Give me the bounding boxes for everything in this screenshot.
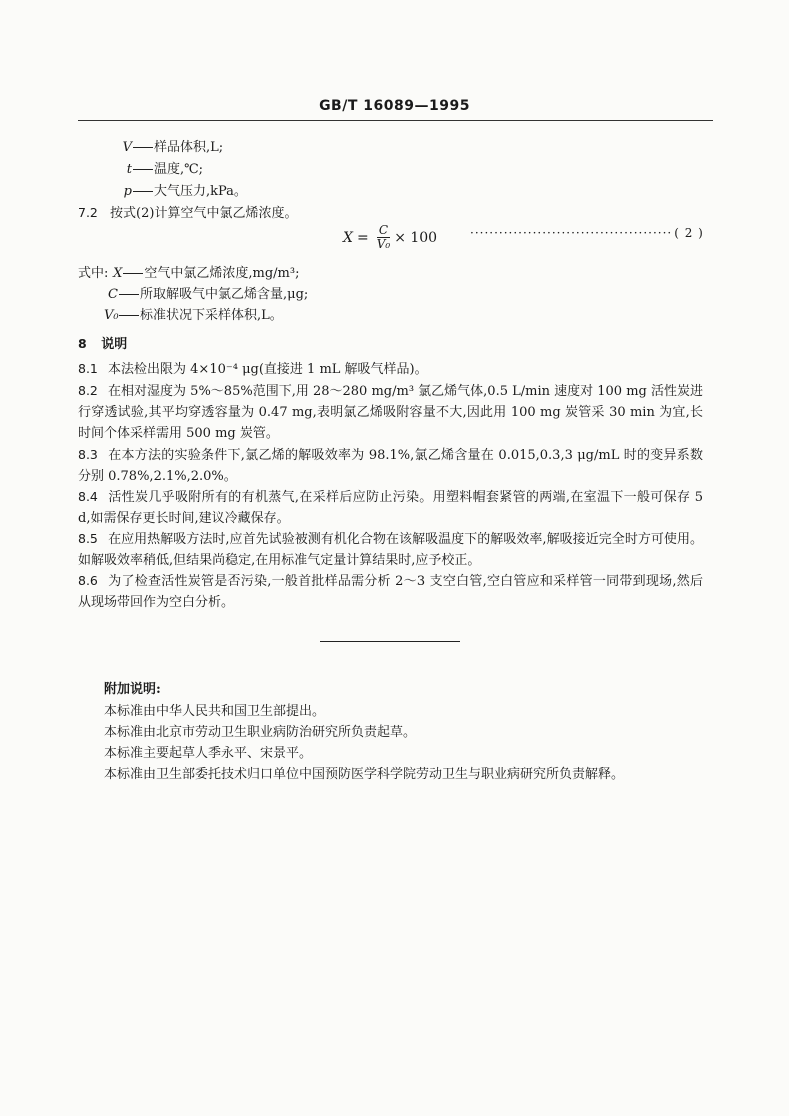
variable-symbol: X	[113, 266, 123, 281]
item-text: 为了检查活性炭管是否污染,一般首批样品需分析 2～3 支空白管,空白管应和采样管一同带到现场,然后从现场带回作为空白分析。	[78, 574, 703, 610]
where-prefix: 式中:	[78, 266, 109, 281]
item-8-1	[78, 358, 703, 380]
variable-desc: 空气中氯乙烯浓度,mg/m³;	[144, 266, 300, 281]
item-8-6	[78, 570, 703, 613]
formula-multiplier: × 100	[394, 229, 438, 246]
variable-symbol: V₀	[104, 308, 119, 323]
section-number: 8	[78, 336, 87, 351]
section-text: 按式(2)计算空气中氯乙烯浓度。	[110, 206, 298, 221]
formula-number: ( 2 )	[674, 226, 704, 240]
variable-desc: 标准状况下采样体积,L。	[140, 308, 283, 323]
appendix-line: 本标准由北京市劳动卫生职业病防治研究所负责起草。	[104, 725, 417, 740]
variable-definition	[118, 136, 223, 155]
item-text: 活性炭几乎吸附所有的有机蒸气,在采样后应防止污染。用塑料帽套紧管的两端,在室温下一般可保存 5 d,如需保存更长时间,建议冷藏保存。	[78, 490, 703, 526]
dash	[123, 273, 143, 274]
variable-desc: 温度,℃;	[154, 162, 204, 177]
item-8-2	[78, 380, 703, 444]
formula-denominator: V₀	[376, 237, 391, 251]
variable-desc: 样品体积,L;	[154, 140, 224, 155]
section-7-2	[78, 202, 297, 221]
item-8-4	[78, 486, 703, 529]
variable-definition	[104, 304, 283, 323]
formula-dots: ··········································	[470, 226, 673, 240]
formula-fraction	[377, 224, 390, 251]
header-rule	[78, 120, 713, 121]
item-text: 在应用热解吸方法时,应首先试验被测有机化合物在该解吸温度下的解吸效率,解吸接近完全时方可使用。如解吸效率稍低,但结果尚稳定,在用标准气定量计算结果时,应予校正。	[78, 532, 703, 568]
section-title: 说明	[101, 337, 128, 352]
variable-desc: 所取解吸气中氯乙烯含量,μg;	[140, 287, 309, 302]
item-text: 本法检出限为 4×10⁻⁴ μg(直接进 1 mL 解吸气样品)。	[108, 362, 428, 377]
variable-symbol: C	[108, 287, 118, 302]
variable-definition	[78, 262, 299, 281]
variable-definition	[118, 158, 203, 177]
dash	[133, 147, 153, 148]
dash	[133, 191, 153, 192]
item-8-5	[78, 528, 703, 571]
appendix-line: 本标准主要起草人季永平、宋景平。	[104, 746, 313, 761]
appendix-line: 本标准由中华人民共和国卫生部提出。	[104, 704, 326, 719]
variable-definition	[118, 180, 247, 199]
item-number: 8.6	[78, 573, 98, 588]
variable-symbol: V	[122, 140, 132, 155]
appendix-line: 本标准由卫生部委托技术归口单位中国预防医学科学院劳动卫生与职业病研究所负责解释。	[104, 767, 625, 782]
variable-symbol: p	[123, 184, 132, 199]
dash	[119, 294, 139, 295]
variable-symbol: t	[126, 162, 132, 177]
item-number: 8.2	[78, 383, 98, 398]
variable-definition	[104, 283, 308, 302]
formula-numerator: C	[378, 223, 389, 237]
item-number: 8.5	[78, 531, 98, 546]
formula-equals: =	[356, 229, 369, 246]
formula-lhs: X	[343, 229, 353, 246]
formula	[343, 224, 437, 251]
item-number: 8.1	[78, 361, 98, 376]
variable-desc: 大气压力,kPa。	[154, 184, 247, 199]
section-8-heading	[78, 333, 127, 352]
item-8-3	[78, 444, 703, 487]
item-text: 在本方法的实验条件下,氯乙烯的解吸效率为 98.1%,氯乙烯含量在 0.015,0.3,3 μg/mL 时的变异系数分别 0.78%,2.1%,2.0%。	[78, 448, 703, 484]
item-number: 8.3	[78, 447, 98, 462]
end-rule	[320, 641, 460, 642]
dash	[133, 169, 153, 170]
document-header: GB/T 16089—1995	[319, 98, 470, 114]
dash	[119, 315, 139, 316]
section-number: 7.2	[78, 205, 98, 220]
appendix-title: 附加说明:	[104, 682, 161, 697]
item-text: 在相对湿度为 5%～85%范围下,用 28～280 mg/m³ 氯乙烯气体,0.5 L/min 速度对 100 mg 活性炭进行穿透试验,其平均穿透容量为 0.47 mg,表明氯乙烯吸附容量不大,因此用 100 mg 炭管采 30 min 为宜,长时间个体采样需用 500 mg 炭管。	[78, 384, 703, 441]
item-number: 8.4	[78, 489, 98, 504]
formula-leader	[470, 226, 704, 240]
